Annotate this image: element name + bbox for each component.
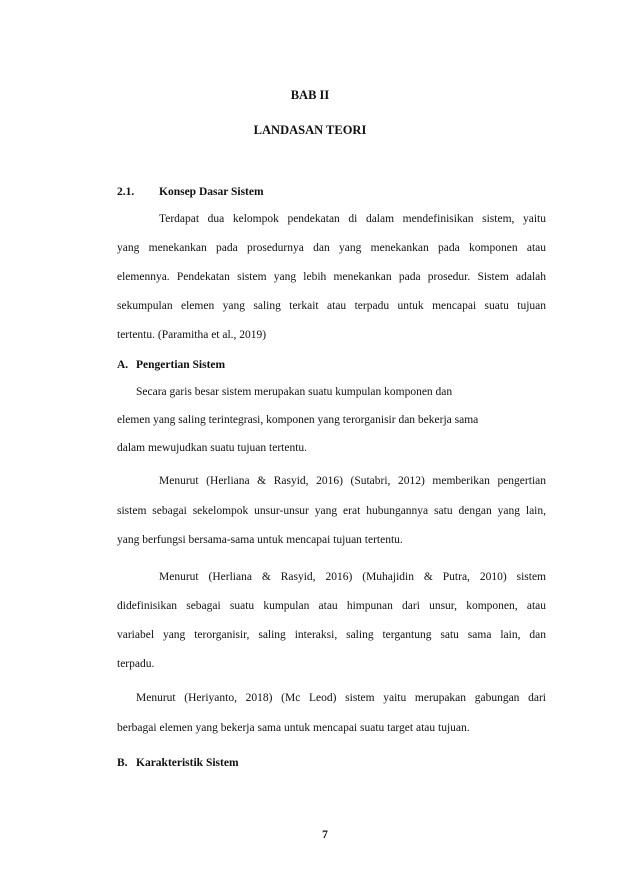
body-line: berbagai elemen yang bekerja sama untuk mencapai suatu target atau tujuan.: [117, 722, 470, 734]
subsection-label: B.: [117, 757, 128, 769]
body-line: sekumpulan elemen yang saling terkait atau terpadu untuk mencapai suatu tujuan: [117, 300, 546, 312]
body-line: Menurut (Herliana & Rasyid, 2016) (Sutabri, 2012) memberikan pengertian: [159, 475, 546, 487]
body-line: elemen yang saling terintegrasi, komponen yang terorganisir dan bekerja sama: [117, 414, 479, 426]
body-line: elemennya. Pendekatan sistem yang lebih menekankan pada prosedur. Sistem adalah: [117, 271, 546, 283]
body-line: Menurut (Herliana & Rasyid, 2016) (Muhajidin & Putra, 2010) sistem: [159, 571, 546, 583]
page-number: 7: [322, 829, 328, 841]
subsection-label: A.: [117, 359, 129, 371]
body-line: didefinisikan sebagai suatu kumpulan atau himpunan dari unsur, komponen, atau: [117, 600, 546, 612]
body-line: yang berfungsi bersama-sama untuk mencapai tujuan tertentu.: [117, 534, 403, 546]
subsection-title: Karakteristik Sistem: [136, 757, 239, 769]
body-line: tertentu. (Paramitha et al., 2019): [117, 329, 267, 341]
chapter-heading: BAB II: [290, 88, 330, 102]
body-line: terpadu.: [117, 658, 155, 670]
body-line: Secara garis besar sistem merupakan suatu kumpulan komponen dan: [136, 386, 453, 398]
body-line: Menurut (Heriyanto, 2018) (Mc Leod) sistem yaitu merupakan gabungan dari: [136, 692, 546, 704]
body-line: yang menekankan pada prosedurnya dan yang menekankan pada komponen atau: [117, 242, 546, 254]
section-number: 2.1.: [117, 186, 135, 198]
subsection-title: Pengertian Sistem: [136, 359, 226, 371]
body-line: sistem sebagai sekelompok unsur-unsur yang erat hubungannya satu dengan yang lain,: [117, 505, 546, 517]
section-title: Konsep Dasar Sistem: [159, 186, 264, 198]
chapter-title: LANDASAN TEORI: [253, 123, 367, 137]
body-line: dalam mewujudkan suatu tujuan tertentu.: [117, 442, 308, 454]
body-line: Terdapat dua kelompok pendekatan di dalam mendefinisikan sistem, yaitu: [159, 213, 546, 225]
body-line: variabel yang terorganisir, saling interaksi, saling tergantung satu sama lain, dan: [117, 629, 546, 641]
